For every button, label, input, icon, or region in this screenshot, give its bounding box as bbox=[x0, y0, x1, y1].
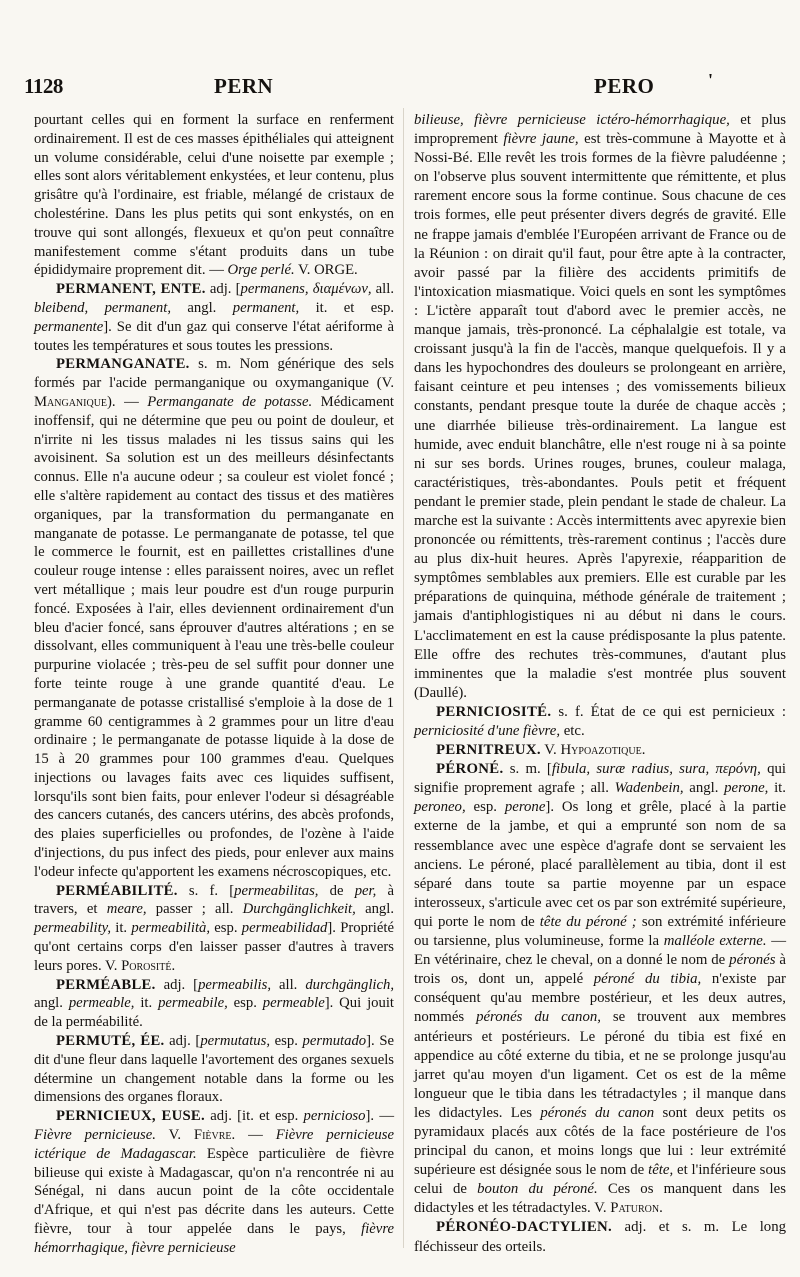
headword: PERNICIEUX, EUSE. bbox=[56, 1108, 205, 1125]
entry-perniciosite: PERNICIOSITÉ. s. f. État de ce qui est pernicieux : perniciosité d'une fièvre, etc. bbox=[414, 703, 787, 739]
headword: PERMANENT, ENTE. bbox=[56, 281, 206, 298]
entry-continuation-left: pourtant celles qui en forment la surface en renferment ordinairement. Il est de ces masses épithéliales qui atteignent un volume considérable, celui d'une noisette par exemple ; elles sont alors véritablement enkystées, et leur contenu, plus grisâtre qu'à l'ordinaire, est friable, mélangé de cristaux de cholestérine. Dans les plus petits qui sont enkystés, on en trouve qui sont allongés, flexueux et qu'on peut connaître manifestement comme s'étant produits dans un tube épididymaire proprement dit. — Orge perlé. V. ORGE. bbox=[34, 112, 394, 279]
headword: PÉRONÉO-DACTYLIEN. bbox=[436, 1219, 612, 1236]
entry-pernicieux: PERNICIEUX, EUSE. adj. [it. et esp. pernicioso]. — Fièvre pernicieuse. V. Fièvre. — Fièvre pernicieuse ictérique de Madagascar. Espèce particulière de fièvre bilieuse qui existe à Madagascar, qu'on n'a rencontrée ni au Sénégal, ni dans aucun point de la côte occidentale d'Afrique, et qui n'est pas décrite dans les auteurs. Cette fièvre, tour à tour appelée dans le pays, fièvre hémorrhagique, fièvre pernicieuse bbox=[34, 1108, 394, 1256]
header-mark: ' bbox=[708, 70, 714, 90]
entry-permute: PERMUTÉ, ÉE. adj. [permutatus, esp. permutado]. Se dit d'une fleur dans laquelle l'avortement des organes sexuels détermine un changement notable dans la forme ou les dimensions des organes floraux. bbox=[34, 1033, 394, 1106]
headword: PERMANGANATE. bbox=[56, 356, 190, 373]
entry-permeable: PERMÉABLE. adj. [permeabilis, all. durchgänglich, angl. permeable, it. permeabile, esp. permeable]. Qui jouit de la perméabilité. bbox=[34, 976, 395, 1031]
headword: PERNICIOSITÉ. bbox=[436, 703, 552, 720]
right-guide-word: PERO bbox=[594, 74, 655, 98]
entry-peroneo-dactylien: PÉRONÉO-DACTYLIEN. adj. et s. m. Le long fléchisseur des orteils. bbox=[414, 1219, 787, 1255]
headword: PERMUTÉ, ÉE. bbox=[56, 1033, 165, 1050]
entry-permanent: PERMANENT, ENTE. adj. [permanens, διαμένων, all. bleibend, permanent, angl. permanent, it. et esp. permanente]. Se dit d'un gaz qui conserve l'état aériforme à toutes les températures et sous toutes les pressions. bbox=[34, 281, 395, 354]
headword: PÉRONÉ. bbox=[436, 761, 504, 778]
entry-perone: PÉRONÉ. s. m. [fibula, suræ radius, sura, περόνη, qui signifie proprement agrafe ; all. Wadenbein, angl. perone, it. peroneo, esp. perone]. Os long et grêle, placé à la partie externe de la jambe, et qui a emprunté son nom de sa ressemblance avec une espèce d'agrafe dont se servaient les anciens. Le péroné, placé parallèlement au tibia, dont il est séparé dans toute sa partie moyenne par un espace interosseux, s'articule avec cet os par son extrémité supérieure, qui porte le nom de tête du péroné ; son extrémité inférieure ou tarsienne, plus volumineuse, forme la malléole externe. — En vétérinaire, chez le cheval, on a donné le nom de péronés à trois os, dont un, appelé péroné du tibia, n'existe par conséquent qu'au membre postérieur, et les deux autres, nommés péronés du canon, se trouvent aux membres antérieurs et postérieurs. Le péroné du tibia est fixé en appendice au côté externe du tibia, et ne se prolonge jusqu'au jarret qu'au moyen d'un ligament. Cet os est de la même longueur que le tibia dans les tétradactyles ; il manque dans les didactyles. Les péronés du canon sont deux petits os pyramidaux placés aux côtés de la face postérieure de l'os principal du canon, et moins longs que lui : leur extrémité supérieure est désignée sous le nom de tête, et l'inférieure sous celui de bouton du péroné. Ces os manquent dans les didactyles et les tétradactyles. V. Paturon. bbox=[414, 761, 787, 1217]
left-guide-word: PERN bbox=[214, 74, 274, 98]
entry-permeabilite: PERMÉABILITÉ. s. f. [permeabilitas, de per, à travers, et meare, passer ; all. Durchgänglichkeit, angl. permeability, it. permeabilità, esp. permeabilidad]. Propriété qu'ont certains corps d'en laisser passer d'autres à travers leurs pores. V. Porosité. bbox=[34, 882, 395, 974]
running-header bbox=[18, 66, 790, 100]
headword: PERMÉABILITÉ. bbox=[56, 882, 178, 899]
entry-continuation-right: bilieuse, fièvre pernicieuse ictéro-hémorrhagique, et plus improprement fièvre jaune, est très-commune à Mayotte et à Nossi-Bé. Elle revêt les trois formes de la fièvre paludéenne ; on l'observe plus souvent intermittente que rémittente, et plus rarement encore sous la forme continue. Sous chacune de ces trois formes, elle peut présenter divers degrés de gravité. Elle ne frappe jamais d'emblée l'Européen arrivant de France ou de la Réunion : on dirait qu'il faut, pour être apte à la contracter, avoir passé par la filière des accidents primitifs de l'intoxication miasmatique. Voici quels en sont les symptômes : L'ictère apparaît tout d'abord avec le premier accès, ne manque jamais, très-prononcé. La céphalalgie est totale, va croissant jusqu'à la fin de l'accès, manque quelquefois. Il y a dans les hypochondres des douleurs se prolongeant en arrière, faisant ceinture et peu intenses ; des vomissements bilieux constants, pendant presque toute la durée de chaque accès ; une diarrhée bilieuse très-ordinairement. La langue est humide, avec enduit blanchâtre, elle n'est rouge ni à sa pointe ni sur ses bords. Urines rouges, brunes, couleur malaga, caractéristiques, très-abondantes. Pouls petit et fréquent pendant le premier stade, plein pendant le stade de chaleur. La marche est la suivante : Accès intermittents avec apyrexie bien prononcée ou rémittents, très-rarement continus ; l'accès dure au plus dix-huit heures. Après l'apyrexie, réapparition de symptômes semblables aux premiers. Elle est curable par les préparations de quinquina, méthode générale de traitement ; jamais d'antiphlogistiques ni au début ni dans le cours. L'acclimatement en est la cause prédisposante la plus patente. Elle offre des rechutes très-communes, d'autant plus imminentes que la maladie s'est montrée plus souvent (Daullé). bbox=[414, 112, 786, 701]
column-divider bbox=[403, 108, 404, 1248]
entry-pernitreux: PERNITREUX. V. Hypoazotique. bbox=[436, 742, 646, 759]
right-column bbox=[414, 111, 786, 1257]
left-column bbox=[34, 111, 394, 1258]
headword: PERMÉABLE. bbox=[56, 976, 156, 993]
entry-permanganate: PERMANGANATE. s. m. Nom générique des sels formés par l'acide permanganique ou oxymanganique (V. Manganique). — Permanganate de potasse. Médicament inoffensif, qui ne détermine que peu ou point de douleur, et n'irrite ni les tissus malades ni les tissus sains qui les avoisinent. Sa solution est un des meilleurs désinfectants connus. Elle n'a aucune odeur ; sa couleur est violet foncé ; elle s'altère rapidement au contact des tissus et des matières organiques, par la transformation du permanganate en manganate de potasse. Le permanganate de potasse, tel que le commerce le fournit, est en paillettes cristallines d'une couleur rouge intense : elles paraissent noires, avec un reflet vert métallique ; mais leur poudre est d'un rouge purpurin foncé. Exposées à l'air, elles deviennent ordinairement d'un bleu d'acier foncé, sans éprouver d'autres altérations ; en se dissolvant, elles communiquent à l'eau une très-belle couleur purpurine violacée ; très-peu de sel suffit pour donner une forte teinte rouge à une grande quantité d'eau. Le permanganate de potasse cristallisé s'emploie à la dose de 1 gramme 60 centigrammes à 2 grammes pour un litre d'eau ordinaire ; le permanganate de potasse liquide à la dose de 15 à 20 grammes pour 100 grammes d'eau. Quelques injections ou lavages faits avec ces liquides suffisent, lorsqu'ils sont bien faits, pour enlever l'odeur si désagréable des cancers cutanés, des cancers utérins, des abcès profonds, des plaies superficielles ou profondes, de l'ozène à l'aide d'injections, du pus infect des pieds, pour enlever aux mains l'odeur infecte qu'apportent les examens nécroscopiques, etc. bbox=[34, 356, 394, 880]
page-number: 1128 bbox=[24, 74, 63, 98]
headword: PERNITREUX. bbox=[436, 742, 541, 759]
